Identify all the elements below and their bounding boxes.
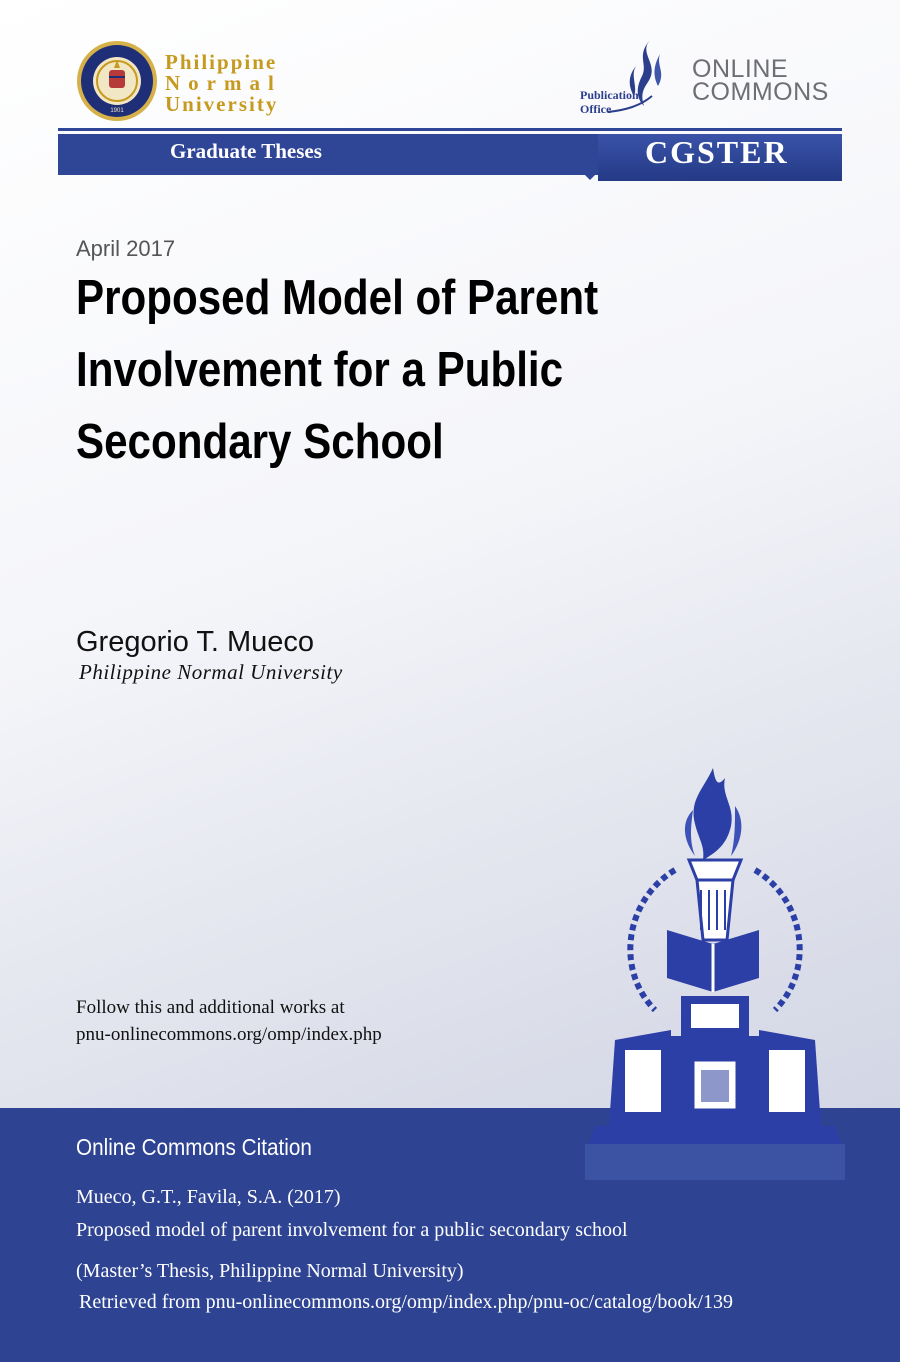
citation-heading: Online Commons Citation [76,1134,312,1160]
author-name: Gregorio T. Mueco [76,626,315,658]
citation-line: (Master’s Thesis, Philippine Normal University) [76,1260,464,1282]
header-rule [58,128,842,131]
university-name-line-3: University [165,92,279,116]
citation-line: Mueco, G.T., Favila, S.A. (2017) [76,1186,341,1208]
collection-label: Graduate Theses [170,139,322,163]
citation-line: Proposed model of parent involvement for a public secondary school [76,1219,628,1241]
title-line: Proposed Model of Parent [76,271,599,325]
college-label: CGSTER [645,134,789,170]
university-seal-icon [76,40,158,122]
citation-link[interactable]: Retrieved from pnu-onlinecommons.org/omp/index.php/pnu-oc/catalog/book/139 [79,1291,733,1313]
svg-text:1901: 1901 [110,108,124,114]
online-commons-wordmark: ONLINE COMMONS [692,55,829,106]
oblation-torch-monument-icon [585,760,845,1180]
university-name-line-1: Philippine [165,50,278,74]
document-title [76,262,678,478]
university-name [165,52,282,115]
publication-date: April 2017 [76,236,176,261]
title-line: Involvement for a Public [76,343,564,397]
university-name-line-2: Normal [165,71,282,95]
publication-office-label: Publication Office [580,88,639,116]
follow-note [76,994,382,1048]
follow-text: Follow this and additional works at [76,997,345,1018]
header-band-underline [58,172,598,175]
title-line: Secondary School [76,415,444,469]
header-band-notch [580,170,600,180]
follow-link[interactable]: pnu-onlinecommons.org/omp/index.php [76,1024,382,1045]
author-affiliation: Philippine Normal University [79,660,343,684]
